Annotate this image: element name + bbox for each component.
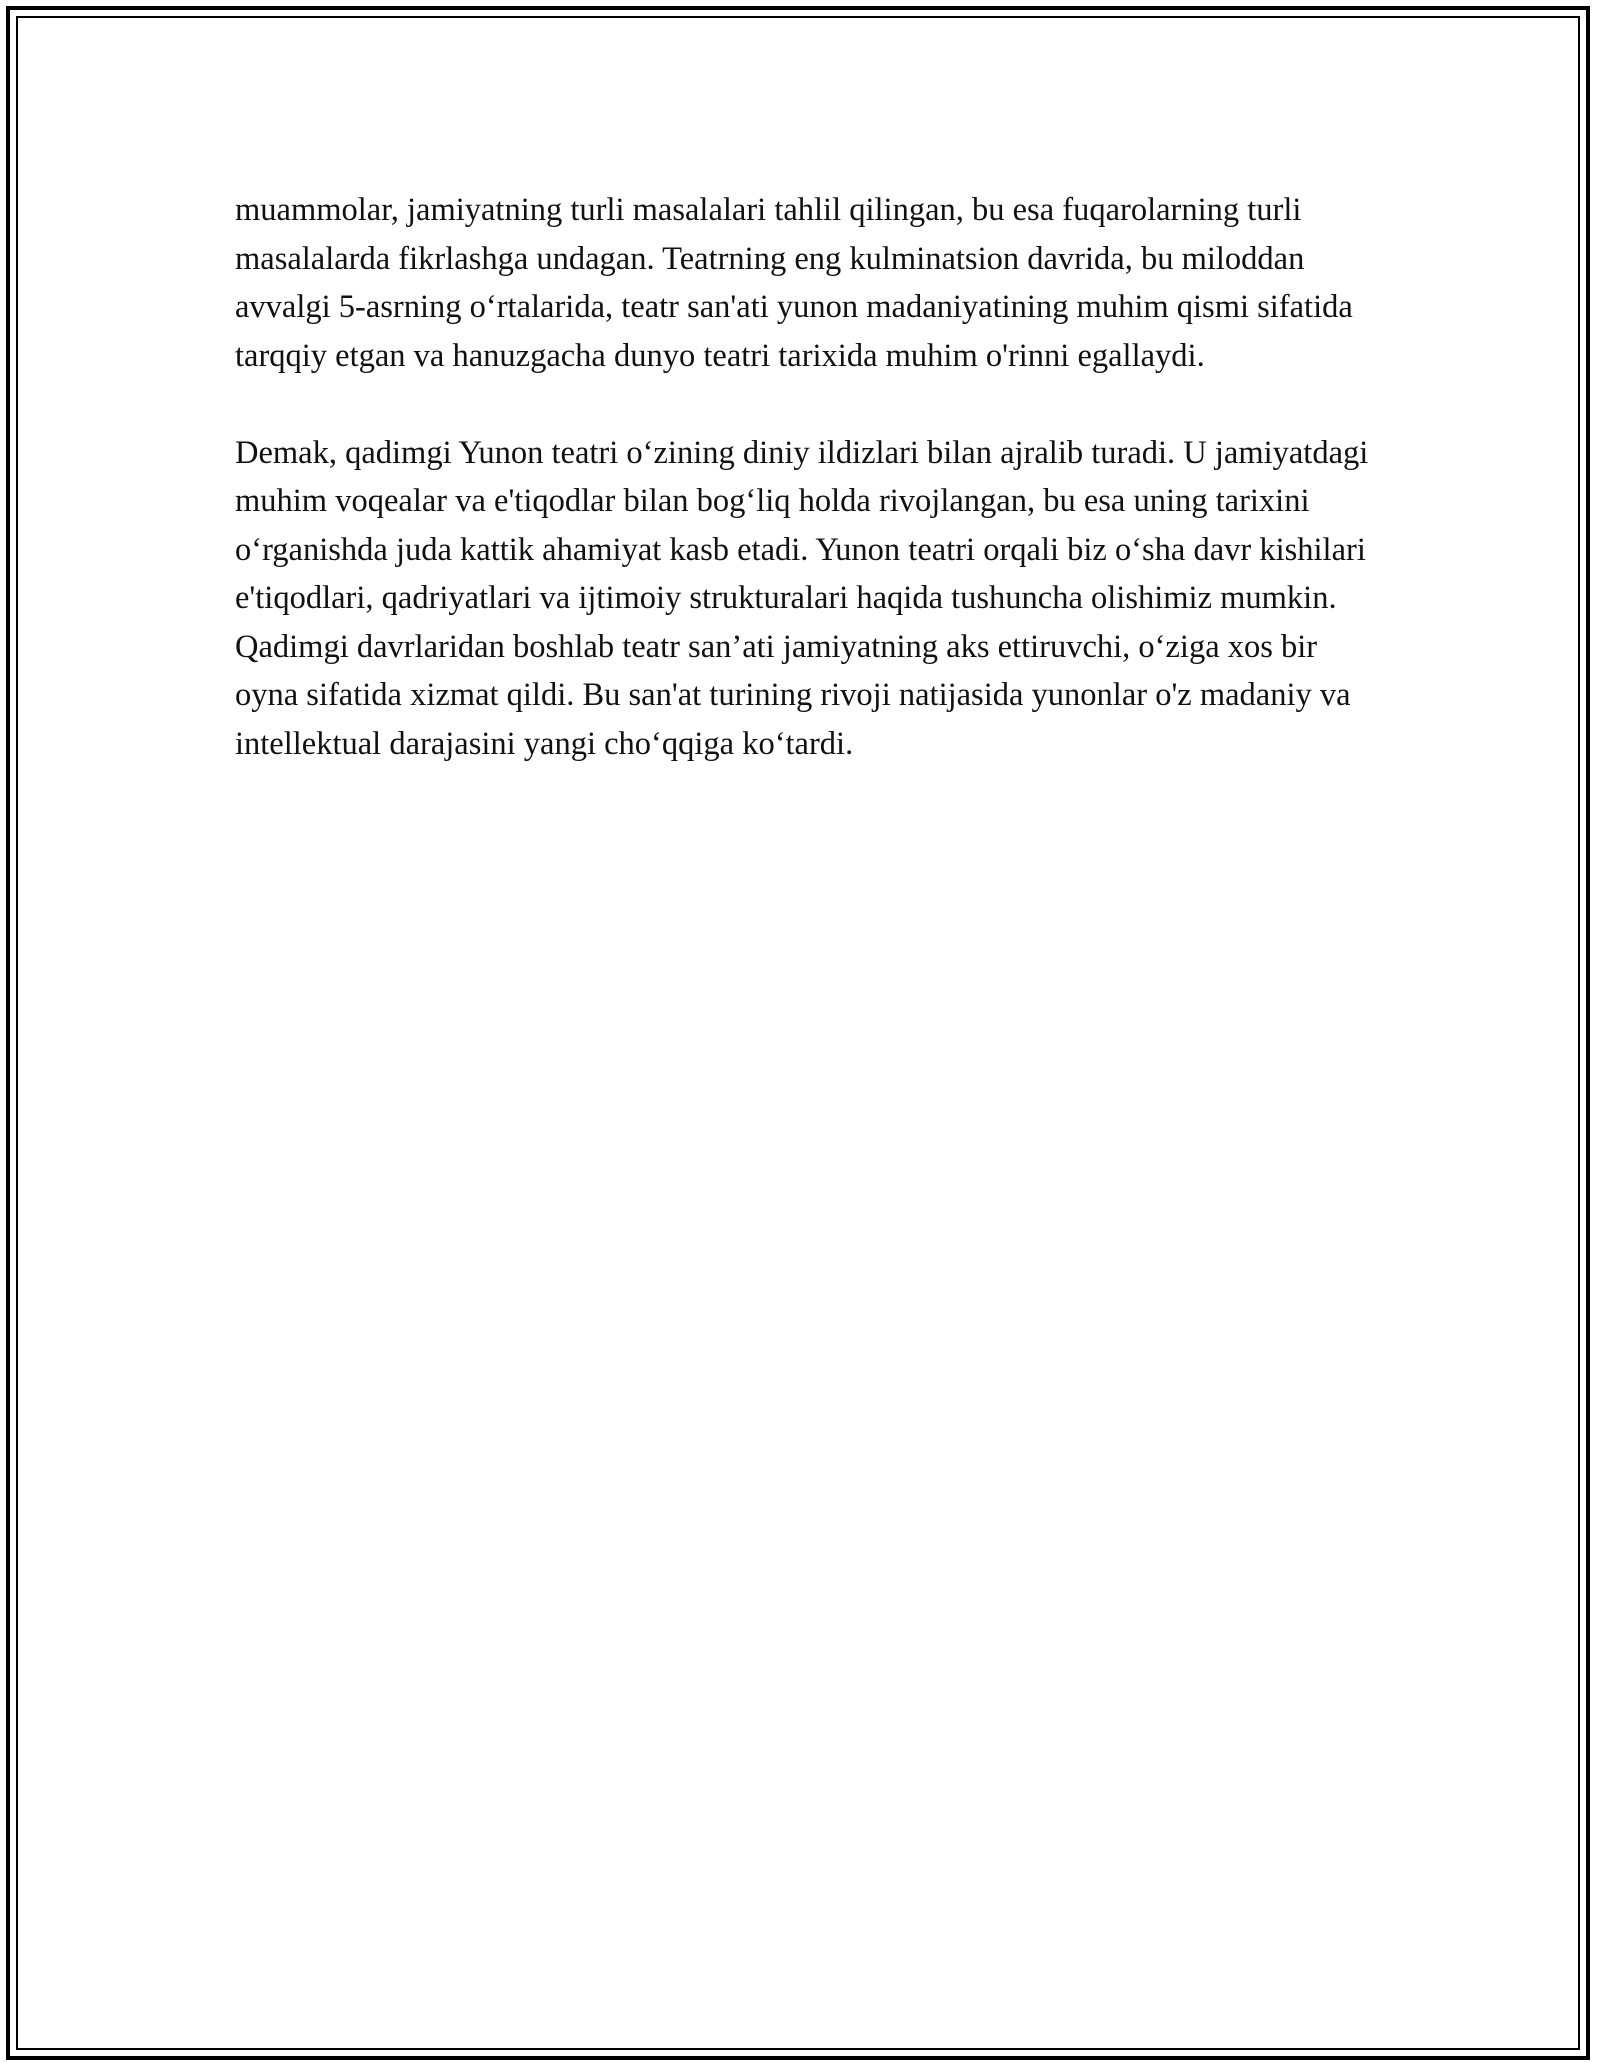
paragraph-1: muammolar, jamiyatning turli masalalari tahlil qilingan, bu esa fuqarolarning turli masalalarda fikrlashga undagan. Teatrning eng kulminatsion davrida, bu miloddan avvalgi 5-asrning o‘rtalarida, teatr san'ati yunon madaniyatining muhim qismi sifatida tarqqiy etgan va hanuzgacha dunyo teatri tarixida muhim o'rinni egallaydi. xyxy=(235,192,1353,374)
document-body xyxy=(235,186,1385,768)
paragraph-2: Demak, qadimgi Yunon teatri o‘zining diniy ildizlari bilan ajralib turadi. U jamiyatdagi muhim voqealar va e'tiqodlar bilan bog‘liq holda rivojlangan, bu esa uning tarixini o‘rganishda juda kattik ahamiyat kasb etadi. Yunon teatri orqali biz o‘sha davr kishilari e'tiqodlari, qadriyatlari va ijtimoiy strukturalari haqida tushuncha olishimiz mumkin. Qadimgi davrlaridan boshlab teatr san’ati jamiyatning aks ettiruvchi, o‘ziga xos bir oyna sifatida xizmat qildi. Bu san'at turining rivoji natijasida yunonlar o'z madaniy va intellektual darajasini yangi cho‘qqiga ko‘tardi. xyxy=(235,434,1369,762)
